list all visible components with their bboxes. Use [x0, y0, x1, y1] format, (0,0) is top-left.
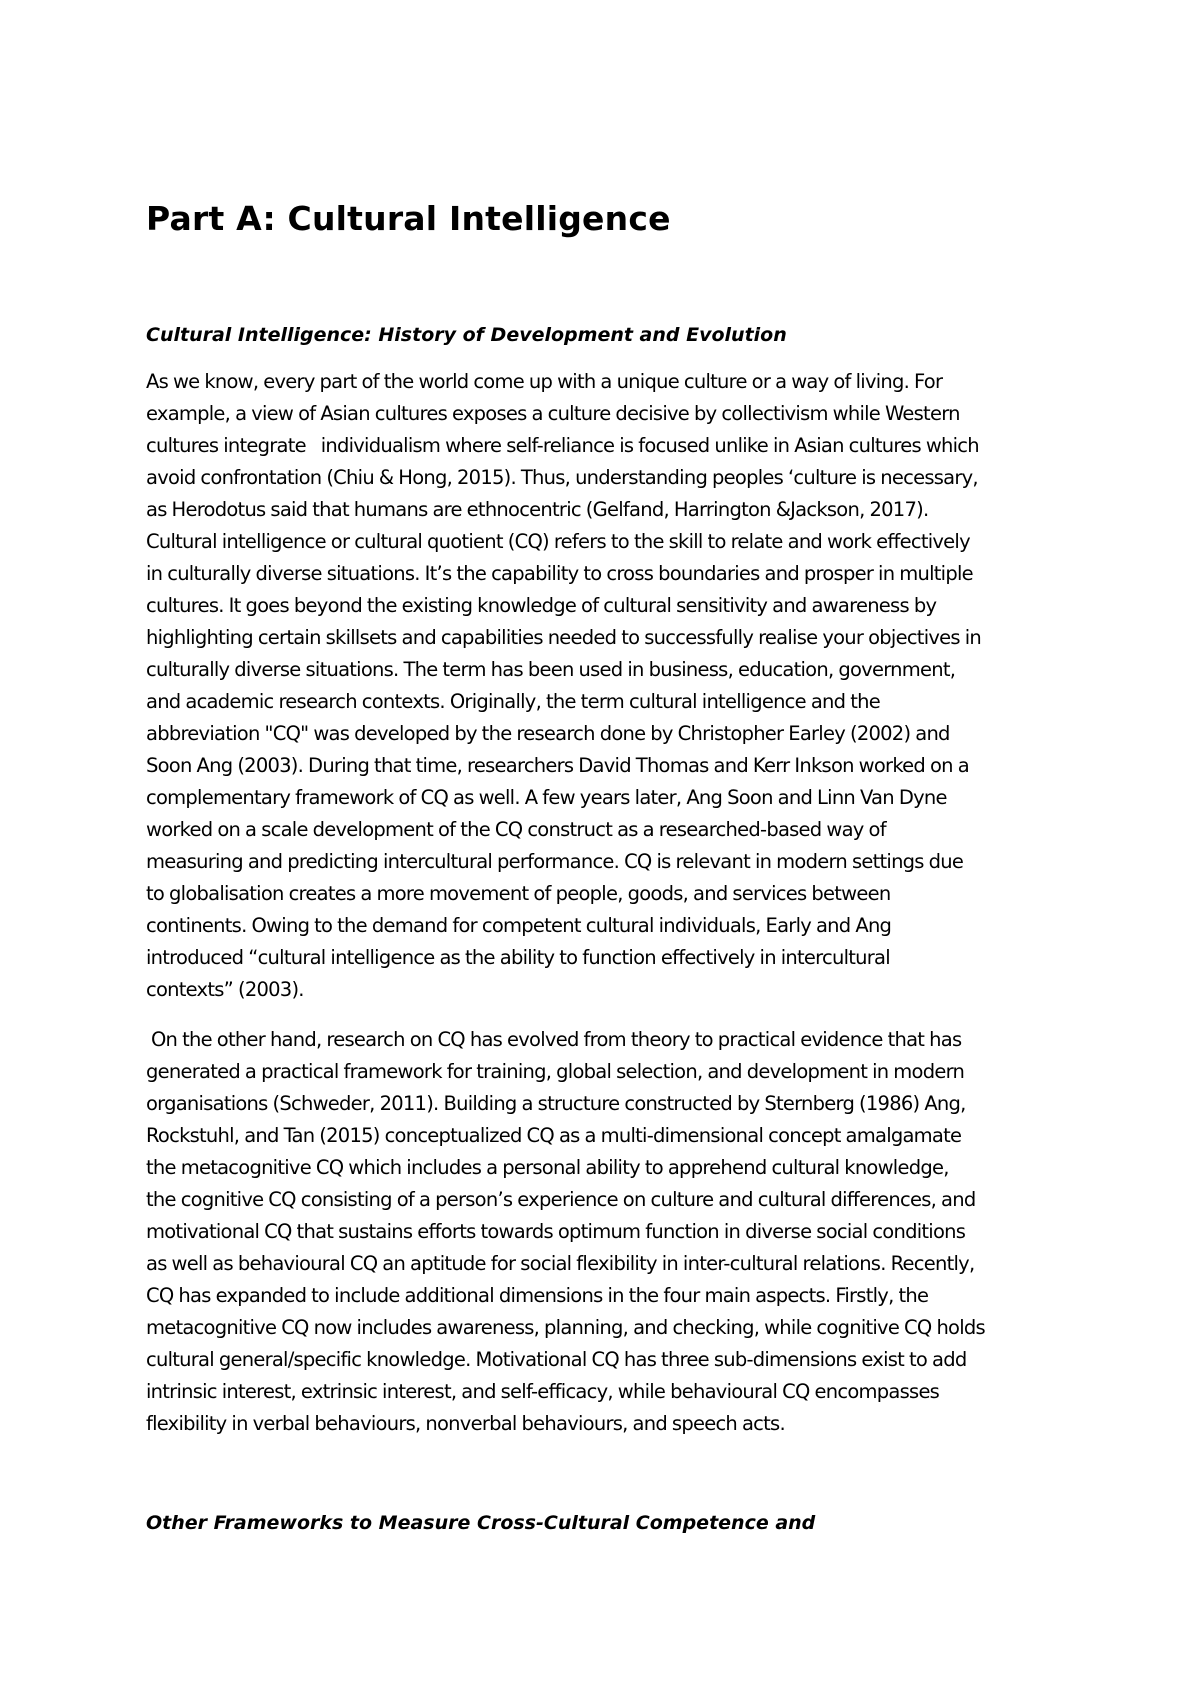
paragraph-line: as Herodotus said that humans are ethnocentric (Gelfand, Harrington &Jackson, 2017). — [146, 498, 929, 521]
paragraph-line: metacognitive CQ now includes awareness, planning, and checking, while cognitive CQ holds — [146, 1316, 985, 1339]
paragraph-line: continents. Owing to the demand for competent cultural individuals, Early and Ang — [146, 914, 892, 937]
paragraph-line: the metacognitive CQ which includes a personal ability to apprehend cultural knowledge, — [146, 1156, 949, 1179]
paragraph-history — [146, 366, 981, 1006]
paragraph-line: example, a view of Asian cultures exposes a culture decisive by collectivism while Western — [146, 402, 960, 425]
paragraph-line: in culturally diverse situations. It’s the capability to cross boundaries and prosper in multiple — [146, 562, 973, 585]
paragraph-line: avoid confrontation (Chiu & Hong, 2015). Thus, understanding peoples ‘culture is necessary, — [146, 466, 978, 489]
paragraph-line: On the other hand, research on CQ has evolved from theory to practical evidence that has — [146, 1028, 962, 1051]
paragraph-line: Cultural intelligence or cultural quotient (CQ) refers to the skill to relate and work effectively — [146, 530, 970, 553]
paragraph-line: generated a practical framework for training, global selection, and development in modern — [146, 1060, 965, 1083]
paragraph-line: to globalisation creates a more movement of people, goods, and services between — [146, 882, 891, 905]
paragraph-line: intrinsic interest, extrinsic interest, and self-efficacy, while behavioural CQ encompasses — [146, 1380, 940, 1403]
paragraph-line: contexts” (2003). — [146, 978, 304, 1001]
paragraph-line: the cognitive CQ consisting of a person’s experience on culture and cultural differences, and — [146, 1188, 976, 1211]
paragraph-line: complementary framework of CQ as well. A few years later, Ang Soon and Linn Van Dyne — [146, 786, 947, 809]
paragraph-line: abbreviation "CQ" was developed by the research done by Christopher Earley (2002) and — [146, 722, 950, 745]
paragraph-line: cultural general/specific knowledge. Motivational CQ has three sub-dimensions exist to add — [146, 1348, 967, 1371]
paragraph-line: cultures integrate individualism where self-reliance is focused unlike in Asian cultures which — [146, 434, 979, 457]
paragraph-line: organisations (Schweder, 2011). Building a structure constructed by Sternberg (1986) Ang, — [146, 1092, 966, 1115]
paragraph-evolution — [146, 1024, 985, 1440]
document-title: Part A: Cultural Intelligence — [146, 199, 671, 238]
paragraph-line: motivational CQ that sustains efforts towards optimum function in diverse social conditions — [146, 1220, 966, 1243]
paragraph-line: Rockstuhl, and Tan (2015) conceptualized CQ as a multi-dimensional concept amalgamate — [146, 1124, 962, 1147]
paragraph-line: measuring and predicting intercultural performance. CQ is relevant in modern settings due — [146, 850, 964, 873]
paragraph-line: cultures. It goes beyond the existing knowledge of cultural sensitivity and awareness by — [146, 594, 937, 617]
paragraph-line: as well as behavioural CQ an aptitude for social flexibility in inter-cultural relations. Recently, — [146, 1252, 975, 1275]
section-heading-other-frameworks: Other Frameworks to Measure Cross-Cultural Competence and — [146, 1512, 816, 1534]
paragraph-line: introduced “cultural intelligence as the ability to function effectively in intercultural — [146, 946, 890, 969]
paragraph-line: worked on a scale development of the CQ construct as a researched-based way of — [146, 818, 886, 841]
section-heading-history: Cultural Intelligence: History of Development and Evolution — [146, 324, 787, 346]
paragraph-line: and academic research contexts. Originally, the term cultural intelligence and the — [146, 690, 880, 713]
paragraph-line: highlighting certain skillsets and capabilities needed to successfully realise your objectives in — [146, 626, 982, 649]
paragraph-line: CQ has expanded to include additional dimensions in the four main aspects. Firstly, the — [146, 1284, 929, 1307]
paragraph-line: As we know, every part of the world come up with a unique culture or a way of living. For — [146, 370, 943, 393]
paragraph-line: Soon Ang (2003). During that time, researchers David Thomas and Kerr Inkson worked on a — [146, 754, 969, 777]
paragraph-line: culturally diverse situations. The term has been used in business, education, government, — [146, 658, 956, 681]
paragraph-line: flexibility in verbal behaviours, nonverbal behaviours, and speech acts. — [146, 1412, 785, 1435]
